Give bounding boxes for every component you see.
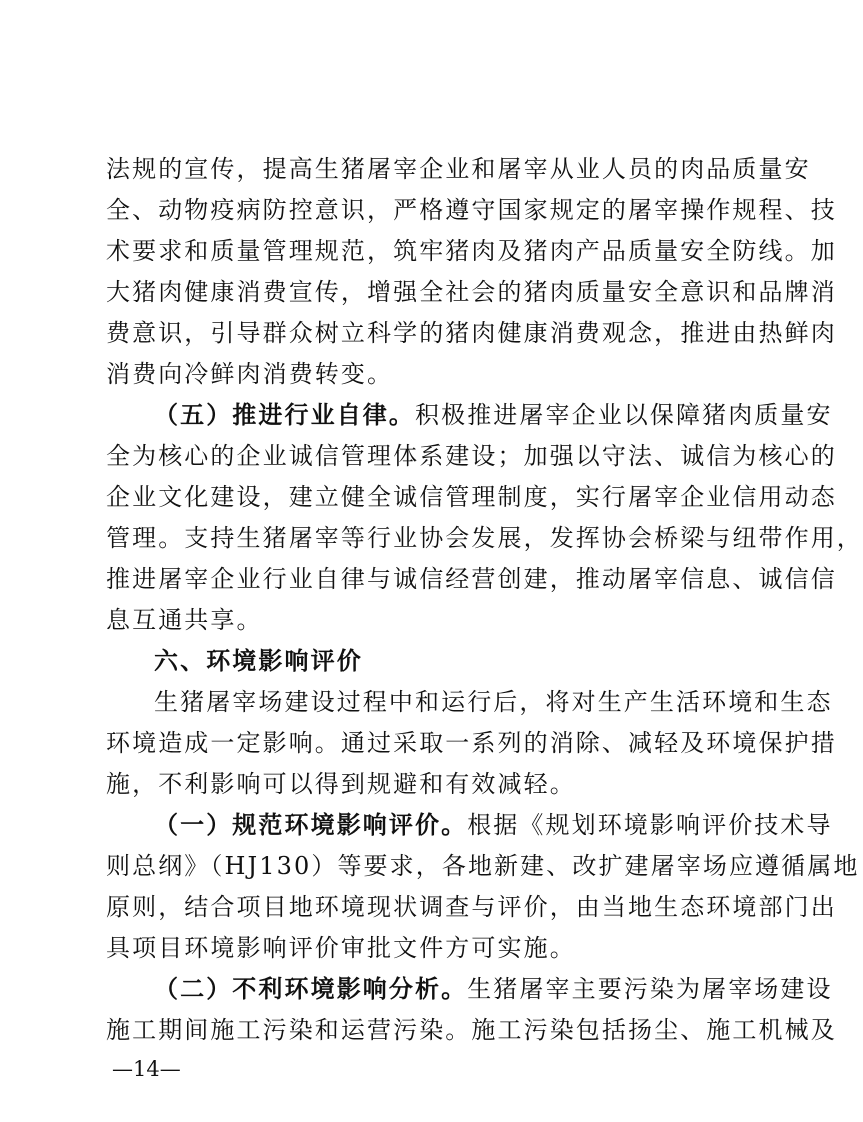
paragraph-first-line [154,398,833,432]
paragraph-line: 法规的宣传，提高生猪屠宰企业和屠宰从业人员的肉品质量安 [106,155,811,183]
paragraph-line: 施工期间施工污染和运营污染。施工污染包括扬尘、施工机械及 [106,1016,837,1044]
paragraph-line: 费意识，引导群众树立科学的猪肉健康消费观念，推进由热鲜肉 [106,319,837,347]
paragraph-text: 根据《规划环境影响评价技术导 [467,811,833,839]
paragraph-line: 术要求和质量管理规范，筑牢猪肉及猪肉产品质量安全防线。加 [106,237,837,265]
section-heading: 六、环境影响评价 [154,647,363,675]
paragraph-text: 积极推进屠宰企业以保障猪肉质量安 [415,401,833,429]
paragraph-text: 生猪屠宰主要污染为屠宰场建设 [467,975,833,1003]
paragraph-line: 生猪屠宰场建设过程中和运行后，将对生产生活环境和生态 [154,688,833,716]
paragraph-line: 全、动物疫病防控意识，严格遵守国家规定的屠宰操作规程、技 [106,196,837,224]
paragraph-first-line [154,808,833,842]
paragraph-line: 原则，结合项目地环境现状调查与评价，由当地生态环境部门出 [106,893,837,921]
paragraph-lead: （二）不利环境影响分析。 [154,975,468,1003]
paragraph-line: 推进屠宰企业行业自律与诚信经营创建，推动屠宰信息、诚信信 [106,565,837,593]
page-number: —14— [112,1057,181,1081]
paragraph-lead: （一）规范环境影响评价。 [154,811,468,839]
paragraph-lead: （五）推进行业自律。 [154,401,415,429]
paragraph-line: 消费向冷鲜肉消费转变。 [106,360,394,388]
paragraph-line: 环境造成一定影响。通过采取一系列的消除、减轻及环境保护措 [106,729,837,757]
paragraph-line: 息互通共享。 [106,606,263,634]
paragraph-line: 则总纲》（HJ130）等要求，各地新建、改扩建屠宰场应遵循属地 [106,852,860,880]
paragraph-line: 具项目环境影响评价审批文件方可实施。 [106,934,576,962]
paragraph-line: 管理。支持生猪屠宰等行业协会发展，发挥协会桥梁与纽带作用， [106,524,863,552]
paragraph-first-line [154,972,833,1006]
paragraph-line: 企业文化建设，建立健全诚信管理制度，实行屠宰企业信用动态 [106,483,837,511]
paragraph-line: 大猪肉健康消费宣传，增强全社会的猪肉质量安全意识和品牌消 [106,278,837,306]
paragraph-line: 施，不利影响可以得到规避和有效减轻。 [106,770,576,798]
paragraph-line: 全为核心的企业诚信管理体系建设；加强以守法、诚信为核心的 [106,442,837,470]
